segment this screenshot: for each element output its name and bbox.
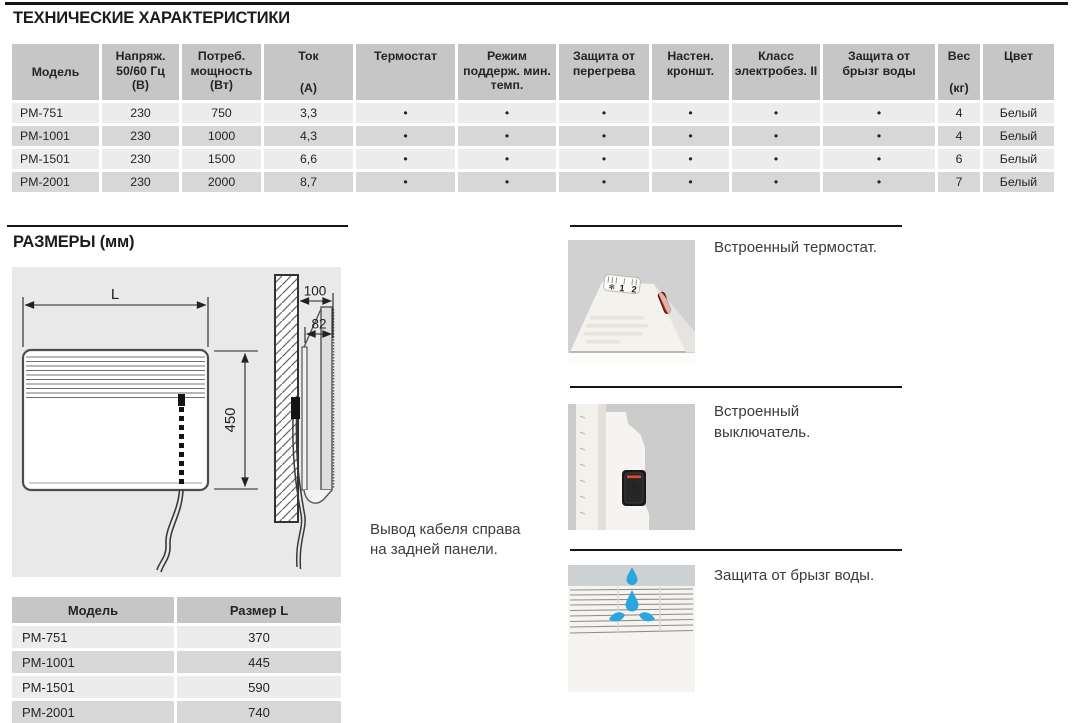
spec-cell: •: [559, 172, 649, 192]
spec-cell: •: [732, 149, 820, 169]
spec-cell: •: [652, 103, 729, 123]
feature-caption-line: Встроенный термостат.: [714, 239, 877, 256]
cable-anchor-front: [178, 394, 185, 406]
spec-col-header: Цвет: [983, 44, 1054, 100]
switch-mark-on: I: [633, 494, 635, 501]
cable-note: [370, 520, 521, 559]
spec-cell: 750: [182, 103, 261, 123]
feature-divider-1: [570, 386, 902, 388]
spec-cell: 7: [938, 172, 980, 192]
spec-table-wrap: [9, 41, 1057, 195]
spec-cell: •: [652, 172, 729, 192]
spec-col-header: Настен. кроншт.: [652, 44, 729, 100]
size-model-cell: PM-2001: [12, 701, 174, 723]
spec-col-header: Защита от брызг воды: [823, 44, 935, 100]
size-col-header: Модель: [12, 597, 174, 623]
spec-cell: •: [823, 172, 935, 192]
feature-caption-line: Встроенный: [714, 403, 800, 420]
feature-caption-line: выключатель.: [714, 423, 811, 441]
size-value-cell: 740: [177, 701, 341, 723]
dim-82-label: 82: [311, 316, 327, 332]
spec-header-row: [12, 44, 1054, 100]
spec-cell: •: [732, 126, 820, 146]
spec-cell: •: [652, 126, 729, 146]
tech-section-title: ТЕХНИЧЕСКИЕ ХАРАКТЕРИСТИКИ: [13, 9, 290, 27]
spec-col-header: Термостат: [356, 44, 455, 100]
spec-cell: •: [356, 149, 455, 169]
spec-row: [12, 172, 1054, 192]
dimensions-rule: [7, 225, 348, 227]
dial-mark-2: 2: [630, 284, 638, 295]
cable-note-line2: на задней панели.: [370, 540, 498, 558]
feature-caption-line: Защита от брызг воды.: [714, 567, 875, 584]
spec-col-header: Режим поддерж. мин. темп.: [458, 44, 556, 100]
spec-col-header: Модель: [12, 44, 99, 100]
size-header-row: [12, 597, 341, 623]
size-row: [12, 626, 341, 648]
spec-cell: •: [732, 103, 820, 123]
switch-mark-off: O: [631, 484, 637, 491]
spec-cell: 4: [938, 126, 980, 146]
feature-divider-2: [570, 549, 902, 551]
spec-model-cell: PM-1001: [12, 126, 99, 146]
spec-cell: Белый: [983, 149, 1054, 169]
spec-cell: •: [458, 103, 556, 123]
spec-cell: •: [458, 172, 556, 192]
spec-cell: 230: [102, 149, 179, 169]
spec-cell: 230: [102, 172, 179, 192]
splash-photo: [568, 565, 695, 697]
cable-anchor-side: [291, 397, 300, 419]
spec-col-header: Вес (кг): [938, 44, 980, 100]
dial-mark-min: ✻: [608, 282, 616, 292]
feature-caption: [714, 402, 810, 443]
switch-photo: [568, 404, 695, 535]
convector-front-view: [23, 350, 208, 572]
top-rule: [5, 2, 1068, 5]
size-value-cell: 590: [177, 676, 341, 698]
spec-row: [12, 103, 1054, 123]
spec-cell: •: [458, 149, 556, 169]
thermostat-photo: [568, 240, 695, 371]
spec-cell: •: [823, 149, 935, 169]
spec-cell: 3,3: [264, 103, 353, 123]
spec-cell: •: [559, 103, 649, 123]
size-model-cell: PM-1001: [12, 651, 174, 673]
spec-cell: Белый: [983, 103, 1054, 123]
spec-cell: Белый: [983, 172, 1054, 192]
dim-100-label: 100: [303, 283, 327, 299]
rocker-switch: [622, 470, 646, 506]
spec-cell: •: [559, 149, 649, 169]
spec-cell: •: [559, 126, 649, 146]
spec-cell: •: [823, 103, 935, 123]
dimension-drawing-panel: [12, 267, 341, 577]
dial-mark-1: 1: [619, 282, 626, 294]
size-body: [12, 626, 341, 723]
size-col-header: Размер L: [177, 597, 341, 623]
spec-model-cell: PM-1501: [12, 149, 99, 169]
spec-cell: 230: [102, 103, 179, 123]
dim-L-label: L: [110, 286, 120, 303]
spec-col-header: Ток (А): [264, 44, 353, 100]
features-top-rule: [570, 225, 902, 227]
feature-caption: [714, 238, 877, 259]
size-row: [12, 701, 341, 723]
size-model-cell: PM-1501: [12, 676, 174, 698]
size-table-wrap: [9, 594, 344, 723]
spec-row: [12, 149, 1054, 169]
spec-cell: •: [356, 172, 455, 192]
spec-table: [9, 41, 1057, 195]
spec-cell: 8,7: [264, 172, 353, 192]
spec-cell: •: [732, 172, 820, 192]
spec-cell: •: [823, 126, 935, 146]
spec-model-cell: PM-2001: [12, 172, 99, 192]
spec-col-header: Защита от перегрева: [559, 44, 649, 100]
size-table: [9, 594, 344, 723]
spec-cell: 2000: [182, 172, 261, 192]
size-value-cell: 370: [177, 626, 341, 648]
cable-note-line1: Вывод кабеля справа: [370, 521, 521, 538]
spec-cell: •: [356, 126, 455, 146]
spec-cell: Белый: [983, 126, 1054, 146]
dim-L: [23, 297, 208, 347]
size-model-cell: PM-751: [12, 626, 174, 648]
dimension-drawing: [12, 267, 341, 577]
spec-model-cell: PM-751: [12, 103, 99, 123]
dim-450-label: 450: [222, 407, 239, 433]
spec-cell: 6: [938, 149, 980, 169]
spec-cell: 4: [938, 103, 980, 123]
size-row: [12, 676, 341, 698]
spec-cell: 1000: [182, 126, 261, 146]
spec-cell: •: [652, 149, 729, 169]
spec-cell: 1500: [182, 149, 261, 169]
feature-caption: [714, 566, 874, 587]
size-value-cell: 445: [177, 651, 341, 673]
spec-col-header: Класс электробез. II: [732, 44, 820, 100]
spec-cell: •: [458, 126, 556, 146]
spec-row: [12, 126, 1054, 146]
switch-red-indicator: [627, 476, 641, 479]
spec-cell: 4,3: [264, 126, 353, 146]
dimensions-section-title: РАЗМЕРЫ (мм): [13, 233, 135, 251]
size-row: [12, 651, 341, 673]
spec-cell: •: [356, 103, 455, 123]
spec-col-header: Потреб. мощность (Вт): [182, 44, 261, 100]
spec-col-header: Напряж. 50/60 Гц (В): [102, 44, 179, 100]
spec-cell: 6,6: [264, 149, 353, 169]
spec-body: [12, 103, 1054, 192]
spec-cell: 230: [102, 126, 179, 146]
